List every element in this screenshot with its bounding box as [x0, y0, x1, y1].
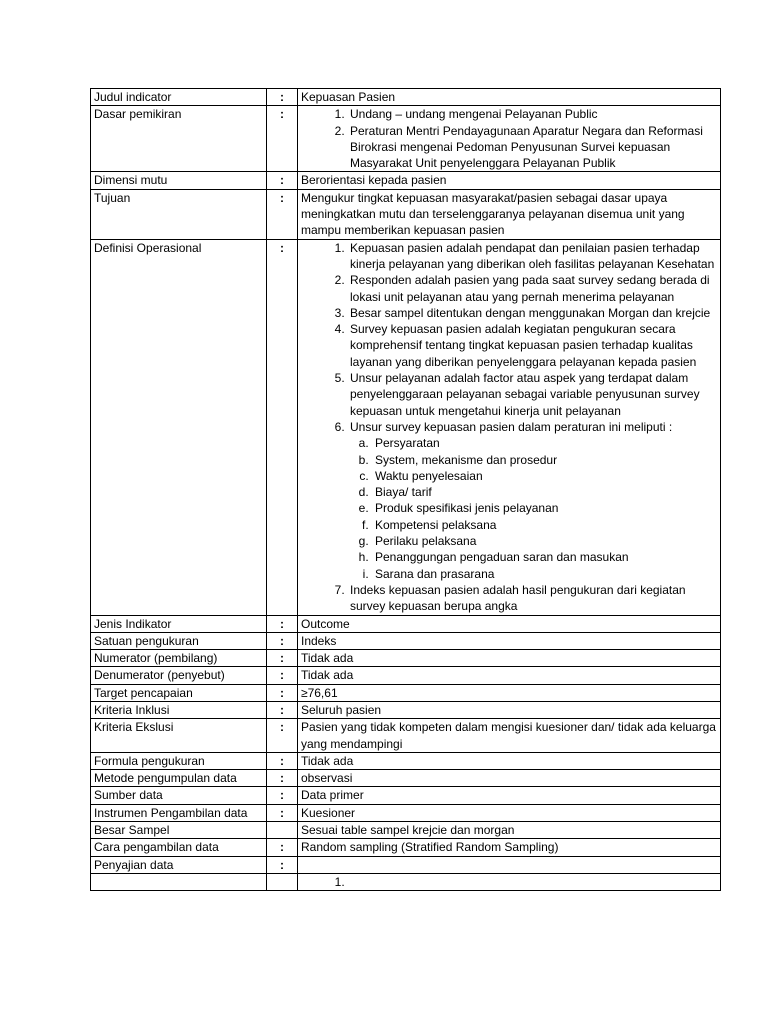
list-item: [348, 874, 717, 890]
row-label: Dasar pemikiran: [91, 106, 267, 172]
row-value: Mengukur tingkat kepuasan masyarakat/pasien sebagai dasar upaya meningkatkan mutu dan terselenggaranya pelayanan disemua unit yang mampu memberikan kepuasan pasien: [298, 189, 721, 239]
sub-list-item: a. Persyaratan: [372, 435, 717, 451]
row-label: Penyajian data: [91, 856, 267, 873]
list-item: 1. Kepuasan pasien adalah pendapat dan penilaian pasien terhadap kinerja pelayanan yang diberikan oleh fasilitas pelayanan Kesehatan: [348, 240, 717, 273]
row-value: Berorientasi kepada pasien: [298, 172, 721, 189]
row-label: Cara pengambilan data: [91, 839, 267, 856]
row-value: [298, 873, 721, 890]
row-separator: :: [267, 172, 298, 189]
list-item: 1. Undang – undang mengenai Pelayanan Public: [348, 106, 717, 122]
sub-list-item: i. Sarana dan prasarana: [372, 566, 717, 582]
table-row: [91, 787, 721, 804]
table-row: [91, 632, 721, 649]
table-row: [91, 822, 721, 839]
sub-list-item: b. System, mekanisme dan prosedur: [372, 452, 717, 468]
table-row: [91, 172, 721, 189]
row-separator: [267, 873, 298, 890]
row-label: Besar Sampel: [91, 822, 267, 839]
row-value: Seluruh pasien: [298, 701, 721, 718]
row-label: Formula pengukuran: [91, 752, 267, 769]
sub-list-item: g. Perilaku pelaksana: [372, 533, 717, 549]
row-value: Random sampling (Stratified Random Sampling): [298, 839, 721, 856]
row-label: Tujuan: [91, 189, 267, 239]
sub-list-item: e. Produk spesifikasi jenis pelayanan: [372, 500, 717, 516]
list-item: 2. Responden adalah pasien yang pada saat survey sedang berada di lokasi unit pelayanan atau yang pernah menerima pelayanan: [348, 272, 717, 305]
row-separator: :: [267, 701, 298, 718]
row-label: Jenis Indikator: [91, 615, 267, 632]
row-value: observasi: [298, 770, 721, 787]
list-item: 5. Unsur pelayanan adalah factor atau aspek yang terdapat dalam penyelenggaraan pelayanan sebagai variable penyusunan survey kepuasan untuk mengetahui kinerja unit pelayanan: [348, 370, 717, 419]
row-value: Tidak ada: [298, 650, 721, 667]
table-row: [91, 106, 721, 172]
table-row: [91, 684, 721, 701]
row-separator: :: [267, 632, 298, 649]
indicator-table: [90, 88, 721, 891]
row-separator: :: [267, 752, 298, 769]
table-row: [91, 650, 721, 667]
table-row: [91, 719, 721, 753]
row-value: Tidak ada: [298, 752, 721, 769]
row-separator: [267, 822, 298, 839]
row-value: [298, 106, 721, 172]
list-item: 2. Peraturan Mentri Pendayagunaan Aparatur Negara dan Reformasi Birokrasi mengenai Pedoman Penyusunan Survei kepuasan Masyarakat Unit penyelenggara Pelayanan Publik: [348, 123, 717, 172]
list-item: 4. Survey kepuasan pasien adalah kegiatan pengukuran secara komprehensif tentang tingkat kepuasan pasien terhadap kualitas layanan yang diberikan penyelenggara pelayanan kepada pasien: [348, 321, 717, 370]
list-item: [348, 419, 717, 582]
sub-list-item: d. Biaya/ tarif: [372, 484, 717, 500]
table-row: [91, 770, 721, 787]
lettered-list: [350, 435, 717, 582]
row-label: Judul indicator: [91, 89, 267, 106]
table-row: [91, 752, 721, 769]
row-label: Metode pengumpulan data: [91, 770, 267, 787]
row-separator: :: [267, 804, 298, 821]
row-value: Kuesioner: [298, 804, 721, 821]
row-label: Target pencapaian: [91, 684, 267, 701]
row-separator: :: [267, 106, 298, 172]
sub-list-item: c. Waktu penyelesaian: [372, 468, 717, 484]
table-row: [91, 239, 721, 615]
row-value: Data primer: [298, 787, 721, 804]
row-value: Indeks: [298, 632, 721, 649]
table-row: [91, 839, 721, 856]
row-value: Sesuai table sampel krejcie dan morgan: [298, 822, 721, 839]
row-value: Pasien yang tidak kompeten dalam mengisi kuesioner dan/ tidak ada keluarga yang mendampingi: [298, 719, 721, 753]
row-separator: :: [267, 770, 298, 787]
table-row: [91, 615, 721, 632]
row-value: Outcome: [298, 615, 721, 632]
sub-list-item: f. Kompetensi pelaksana: [372, 517, 717, 533]
row-value: Kepuasan Pasien: [298, 89, 721, 106]
row-label: Numerator (pembilang): [91, 650, 267, 667]
row-label: Dimensi mutu: [91, 172, 267, 189]
table-row: [91, 701, 721, 718]
row-separator: :: [267, 650, 298, 667]
row-label: Instrumen Pengambilan data: [91, 804, 267, 821]
table-row: [91, 873, 721, 890]
row-label: Definisi Operasional: [91, 239, 267, 615]
row-separator: :: [267, 719, 298, 753]
list-item: 7. Indeks kepuasan pasien adalah hasil pengukuran dari kegiatan survey kepuasan berupa angka: [348, 582, 717, 615]
numbered-list: [301, 106, 717, 171]
row-label: Satuan pengukuran: [91, 632, 267, 649]
row-label: Denumerator (penyebut): [91, 667, 267, 684]
row-value: Tidak ada: [298, 667, 721, 684]
table-row: [91, 856, 721, 873]
row-label: Kriteria Inklusi: [91, 701, 267, 718]
row-separator: :: [267, 89, 298, 106]
table-row: [91, 89, 721, 106]
numbered-list: [301, 874, 717, 890]
sub-list-item: h. Penanggungan pengaduan saran dan masukan: [372, 549, 717, 565]
row-label: [91, 873, 267, 890]
row-value: [298, 856, 721, 873]
row-separator: :: [267, 856, 298, 873]
row-label: Sumber data: [91, 787, 267, 804]
row-label: Kriteria Ekslusi: [91, 719, 267, 753]
row-separator: :: [267, 787, 298, 804]
table-row: [91, 804, 721, 821]
table-row: [91, 667, 721, 684]
row-separator: :: [267, 839, 298, 856]
row-separator: :: [267, 189, 298, 239]
row-separator: :: [267, 239, 298, 615]
list-item-text: Unsur survey kepuasan pasien dalam peraturan ini meliputi :: [350, 419, 673, 434]
numbered-list: [301, 240, 717, 615]
row-value: ≥76,61: [298, 684, 721, 701]
row-value: [298, 239, 721, 615]
row-separator: :: [267, 667, 298, 684]
row-separator: :: [267, 684, 298, 701]
row-separator: :: [267, 615, 298, 632]
table-row: [91, 189, 721, 239]
list-item: 3. Besar sampel ditentukan dengan menggunakan Morgan dan krejcie: [348, 305, 717, 321]
